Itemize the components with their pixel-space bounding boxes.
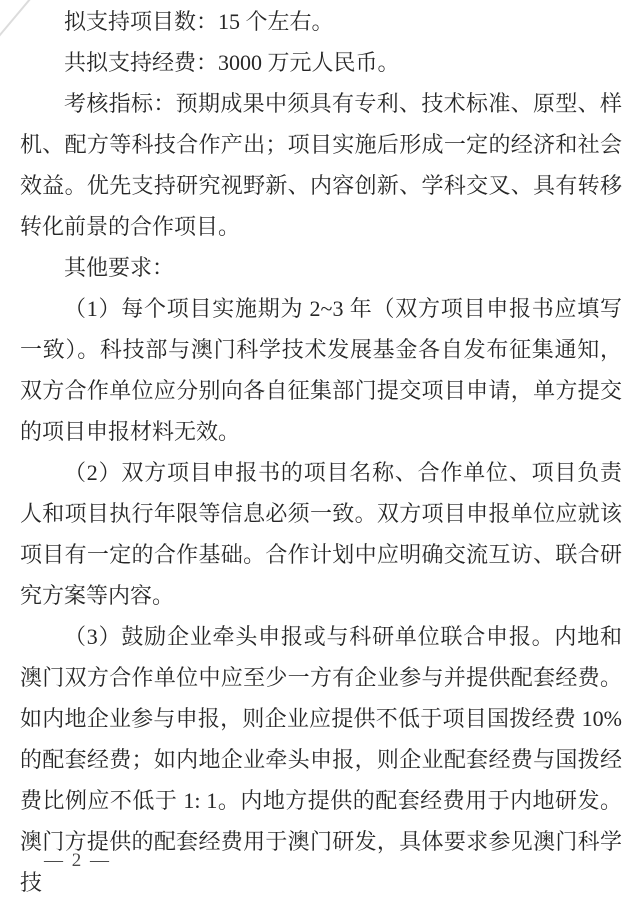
paragraph: 拟支持项目数：15 个左右。: [64, 9, 334, 34]
paragraph: 考核指标：预期成果中须具有专利、技术标准、原型、样机、配方等科技合作产出；项目实施后形成一定的经济和社会效益。优先支持研究视野新、内容创新、学科交叉、具有转移转化前景的合作项目。: [20, 91, 622, 239]
paragraph: 共拟支持经费：3000 万元人民币。: [64, 50, 400, 75]
paragraph: （1）每个项目实施期为 2~3 年（双方项目申报书应填写一致）。科技部与澳门科学技术发展基金各自发布征集通知，双方合作单位应分别向各自征集部门提交项目申请，单方提交的项目申报材料无效。: [20, 296, 622, 444]
paragraph: 其他要求：: [64, 255, 175, 280]
page-number: — 2 —: [44, 850, 111, 871]
paragraph: （2）双方项目申报书的项目名称、合作单位、项目负责人和项目执行年限等信息必须一致。双方项目申报单位应就该项目有一定的合作基础。合作计划中应明确交流互访、联合研究方案等内容。: [20, 460, 622, 608]
paragraph: （3）鼓励企业牵头申报或与科研单位联合申报。内地和澳门双方合作单位中应至少一方有企业参与并提供配套经费。如内地企业参与申报，则企业应提供不低于项目国拨经费 10%的配套经费；如内地企业牵头申报，则企业配套经费与国拨经费比例应不低于 1: 1。内地方提供的配套经费用于内地研发。澳门方提供的配套经费用于澳门研发，具体要求参见澳门科学技: [20, 624, 622, 895]
document-body: [20, 1, 622, 903]
